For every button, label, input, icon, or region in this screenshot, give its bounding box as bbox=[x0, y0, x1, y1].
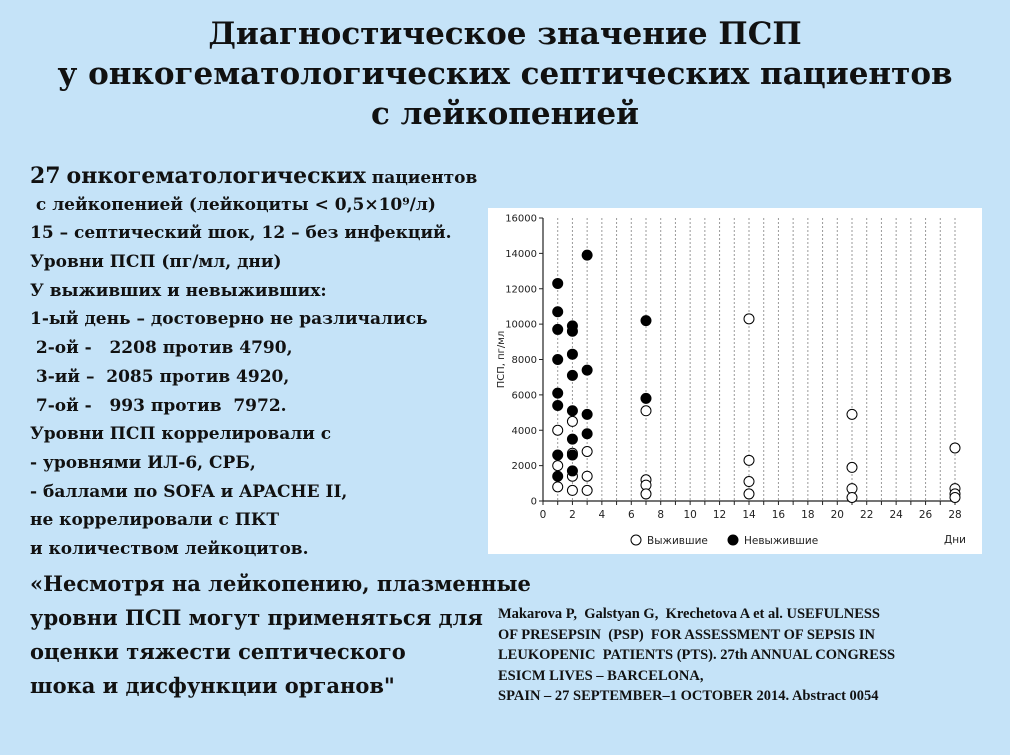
quote-line: шока и дисфункции органов" bbox=[30, 673, 395, 698]
reference-citation bbox=[498, 604, 998, 707]
data-point-survivor bbox=[744, 477, 754, 487]
data-point-nonsurvivor bbox=[567, 406, 577, 416]
data-point-nonsurvivor bbox=[582, 429, 592, 439]
x-tick-label: 26 bbox=[918, 509, 933, 521]
x-tick-label: 24 bbox=[889, 509, 903, 521]
data-point-nonsurvivor bbox=[567, 434, 577, 444]
data-point-nonsurvivor bbox=[567, 370, 577, 380]
x-tick-label: 2 bbox=[569, 509, 576, 521]
summary-text bbox=[30, 162, 490, 564]
x-tick-label: 18 bbox=[801, 509, 815, 521]
data-point-nonsurvivor bbox=[553, 278, 563, 288]
reference-line: Makarova P, Galstyan G, Krechetova A et al. USEFULNESS bbox=[498, 606, 880, 622]
summary-line: Уровни ПСП (пг/мл, дни) bbox=[30, 252, 282, 273]
summary-intro bbox=[30, 162, 490, 191]
summary-line: - уровнями ИЛ-6, СРБ, bbox=[30, 452, 256, 473]
summary-line: Уровни ПСП коррелировали с bbox=[30, 424, 332, 445]
data-point-nonsurvivor bbox=[553, 307, 563, 317]
y-tick-label: 12000 bbox=[505, 284, 537, 296]
legend-label: Выжившие bbox=[647, 535, 708, 547]
x-tick-label: 6 bbox=[627, 509, 635, 521]
summary-line: не коррелировали с ПКТ bbox=[30, 510, 279, 531]
quote-line: уровни ПСП могут применяться для bbox=[30, 605, 483, 630]
data-point-survivor bbox=[582, 485, 592, 495]
data-point-nonsurvivor bbox=[567, 326, 577, 336]
data-point-survivor bbox=[641, 406, 651, 416]
y-tick-label: 2000 bbox=[511, 461, 537, 473]
data-point-nonsurvivor bbox=[553, 450, 563, 460]
conclusion-quote bbox=[30, 567, 531, 703]
x-axis-label: Дни bbox=[944, 534, 966, 546]
intro-small-word: пациентов bbox=[371, 168, 478, 188]
data-point-nonsurvivor bbox=[567, 466, 577, 476]
summary-line: - баллами по SOFA и APACHE II, bbox=[30, 481, 348, 502]
quote-line: оценки тяжести септического bbox=[30, 639, 406, 664]
x-tick-label: 0 bbox=[539, 509, 547, 521]
data-point-survivor bbox=[950, 443, 960, 453]
x-tick-label: 20 bbox=[830, 509, 844, 521]
summary-line: 7-ой - 993 против 7972. bbox=[30, 395, 287, 416]
data-point-nonsurvivor bbox=[567, 450, 577, 460]
data-point-nonsurvivor bbox=[582, 365, 592, 375]
patient-count: 27 bbox=[30, 163, 61, 189]
x-tick-label: 10 bbox=[683, 509, 697, 521]
y-axis-label: ПСП, пг/мл bbox=[496, 330, 507, 389]
title-line-1: Диагностическое значение ПСП bbox=[208, 16, 802, 52]
title-line-3: с лейкопенией bbox=[370, 96, 640, 132]
data-point-survivor bbox=[744, 455, 754, 465]
data-point-nonsurvivor bbox=[582, 250, 592, 260]
data-point-survivor bbox=[582, 446, 592, 456]
summary-line: 1-ый день – достоверно не различались bbox=[30, 309, 428, 330]
data-point-survivor bbox=[567, 485, 577, 495]
x-tick-label: 22 bbox=[860, 509, 874, 521]
data-point-nonsurvivor bbox=[641, 393, 651, 403]
y-tick-label: 6000 bbox=[511, 390, 537, 402]
quote-line: «Несмотря на лейкопению, плазменные bbox=[30, 571, 531, 596]
data-point-nonsurvivor bbox=[582, 409, 592, 419]
legend-marker bbox=[728, 535, 738, 545]
y-tick-label: 8000 bbox=[511, 355, 537, 366]
data-point-survivor bbox=[744, 489, 754, 499]
reference-line: ESICM LIVES – BARCELONA, bbox=[498, 667, 704, 684]
summary-line: и количеством лейкоцитов. bbox=[30, 538, 309, 559]
data-point-survivor bbox=[950, 492, 960, 502]
y-tick-label: 4000 bbox=[511, 425, 537, 437]
summary-line: 2-ой - 2208 против 4790, bbox=[30, 338, 293, 359]
data-point-survivor bbox=[567, 416, 577, 426]
y-tick-label: 14000 bbox=[505, 248, 537, 260]
x-tick-label: 4 bbox=[598, 509, 606, 521]
data-point-nonsurvivor bbox=[641, 316, 651, 326]
data-point-survivor bbox=[641, 489, 651, 499]
x-tick-label: 8 bbox=[657, 509, 665, 521]
data-point-survivor bbox=[847, 492, 857, 502]
reference-line: OF PRESEPSIN (PSP) FOR ASSESSMENT OF SEPSIS IN bbox=[498, 626, 875, 643]
data-point-survivor bbox=[553, 461, 563, 471]
data-point-nonsurvivor bbox=[553, 471, 563, 481]
legend-label: Невыжившие bbox=[744, 535, 819, 547]
x-tick-label: 12 bbox=[712, 509, 727, 521]
data-point-survivor bbox=[553, 482, 563, 492]
y-tick-label: 0 bbox=[530, 496, 537, 508]
reference-line: LEUKOPENIC PATIENTS (PTS). 27th ANNUAL CONGRESS bbox=[498, 647, 896, 663]
y-tick-label: 16000 bbox=[505, 213, 537, 225]
data-point-nonsurvivor bbox=[567, 349, 577, 359]
data-point-survivor bbox=[744, 314, 754, 324]
data-point-nonsurvivor bbox=[553, 355, 563, 365]
x-tick-label: 14 bbox=[742, 509, 756, 521]
title-line-2: у онкогематологических септических пациентов bbox=[57, 56, 953, 92]
summary-line: 3-ий – 2085 против 4920, bbox=[30, 366, 290, 387]
data-point-survivor bbox=[847, 462, 857, 472]
chart-panel bbox=[488, 208, 982, 554]
summary-line: 15 – септический шок, 12 – без инфекций. bbox=[30, 223, 452, 244]
slide-title bbox=[0, 14, 1010, 134]
data-point-survivor bbox=[553, 425, 563, 435]
data-point-survivor bbox=[582, 471, 592, 481]
intro-big-word: онкогематологических bbox=[66, 163, 366, 189]
data-point-nonsurvivor bbox=[553, 400, 563, 410]
summary-line: У выживших и невыживших: bbox=[30, 280, 327, 301]
x-tick-label: 28 bbox=[948, 509, 962, 521]
data-point-nonsurvivor bbox=[553, 324, 563, 334]
x-tick-label: 16 bbox=[771, 509, 786, 521]
legend-marker bbox=[631, 535, 641, 545]
reference-line: SPAIN – 27 SEPTEMBER–1 OCTOBER 2014. Abstract 0054 bbox=[498, 688, 879, 704]
psp-scatter-chart bbox=[488, 208, 982, 554]
y-tick-label: 10000 bbox=[505, 319, 537, 331]
summary-line: с лейкопенией (лейкоциты < 0,5×10⁹/л) bbox=[30, 194, 436, 215]
data-point-nonsurvivor bbox=[553, 388, 563, 398]
data-point-survivor bbox=[847, 409, 857, 419]
